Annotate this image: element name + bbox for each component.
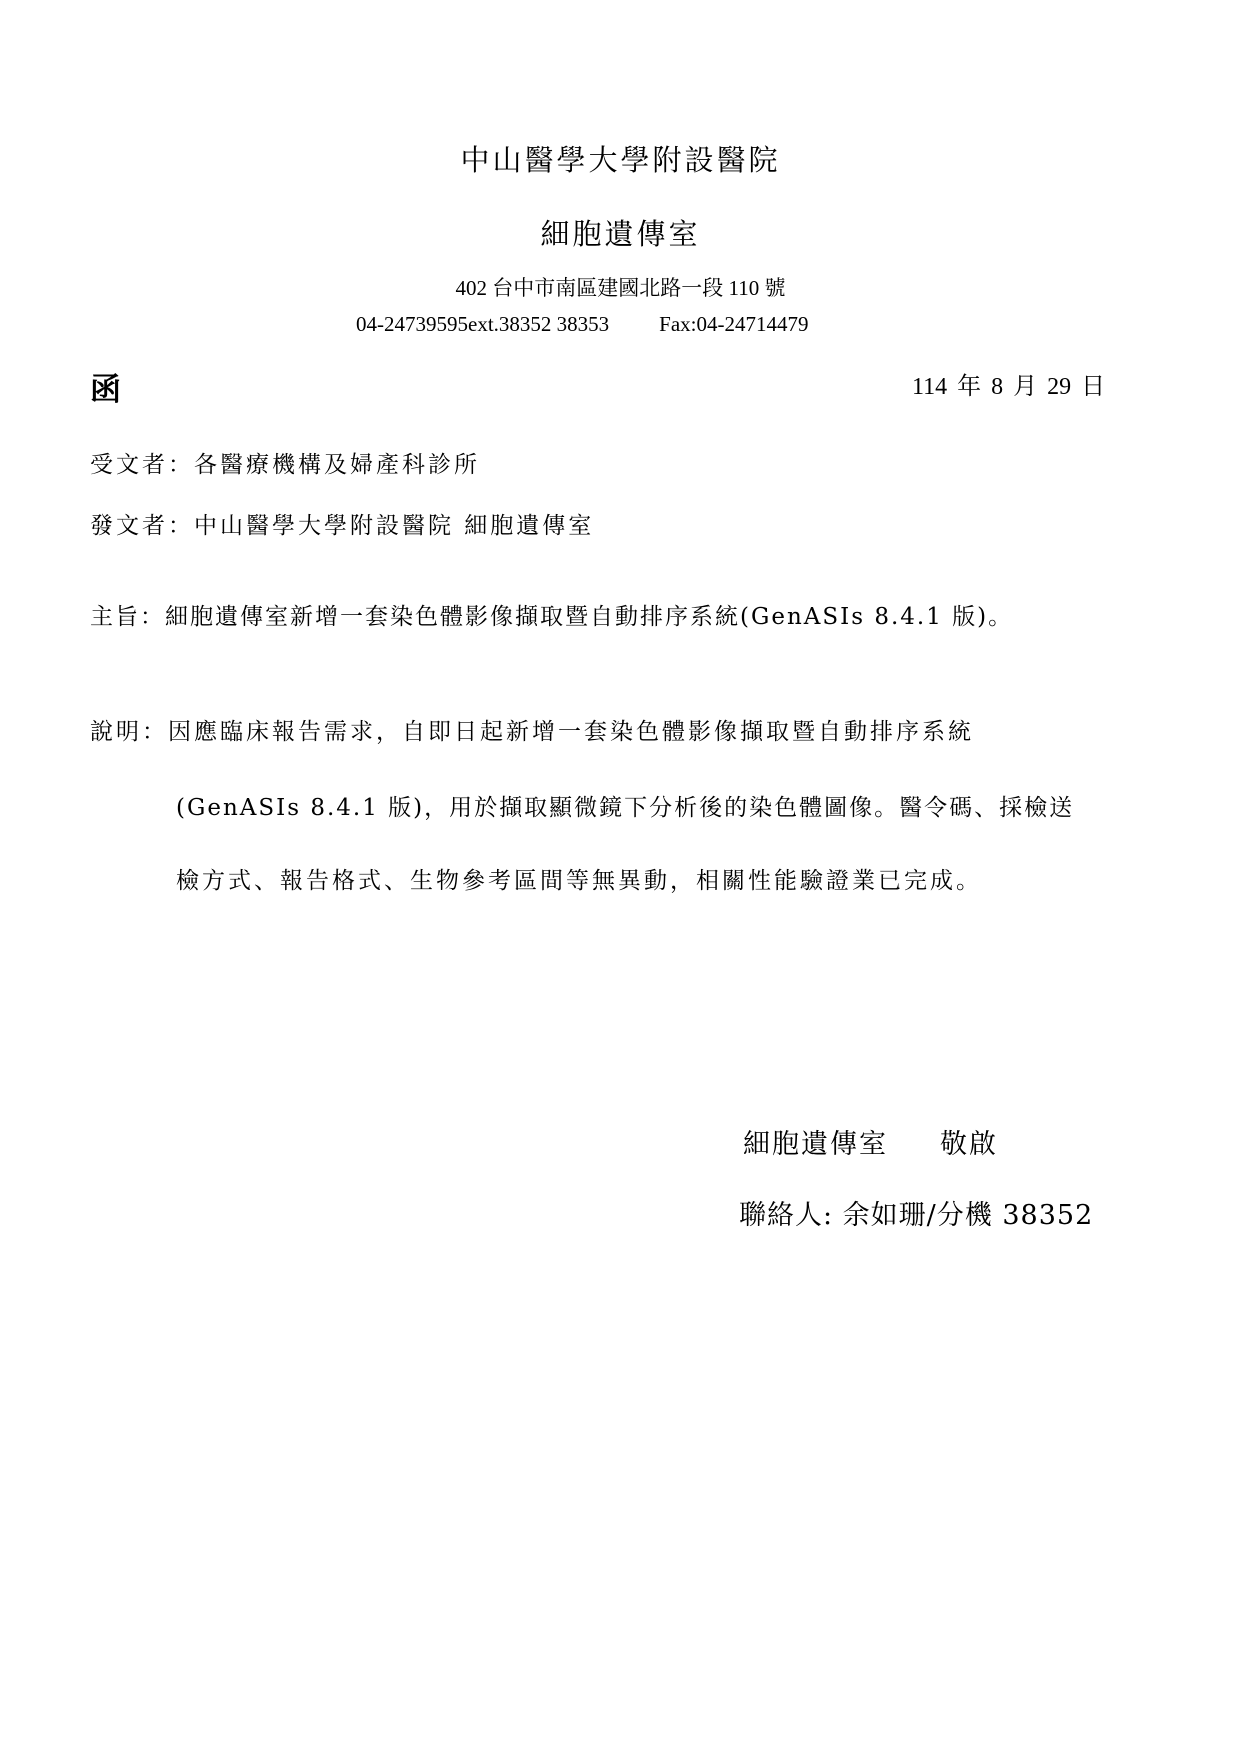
document-date: 114 年 8 月 29 日 — [912, 374, 1106, 400]
address: 402 台中市南區建國北路一段 110 號 — [455, 276, 786, 300]
fax-number: Fax:04-24714479 — [659, 312, 809, 336]
signature-unit: 細胞遺傳室 — [743, 1129, 888, 1160]
organization-name: 中山醫學大學附設醫院 — [460, 143, 781, 177]
contact-person: 聯絡人: 余如珊/分機 38352 — [739, 1200, 1094, 1231]
signature-closing: 敬啟 — [940, 1129, 998, 1160]
department-name: 細胞遺傳室 — [540, 217, 701, 251]
subject-line: 主旨：細胞遺傳室新增一套染色體影像擷取暨自動排序系統(GenASIs 8.4.1 版)。 — [90, 604, 1014, 630]
signature-block — [743, 1122, 998, 1161]
document-type: 函 — [90, 372, 121, 408]
explanation-line: (GenASIs 8.4.1 版)，用於擷取顯微鏡下分析後的染色體圖像。醫令碼、採檢送 — [176, 795, 1075, 821]
recipient-line: 受文者：各醫療機構及婦產科診所 — [90, 452, 480, 478]
phone-number: 04-24739595ext.38352 38353 — [356, 312, 610, 336]
contact-line — [356, 312, 808, 337]
explanation-line: 說明：因應臨床報告需求，自即日起新增一套染色體影像擷取暨自動排序系統 — [90, 719, 974, 745]
sender-line: 發文者：中山醫學大學附設醫院 細胞遺傳室 — [90, 513, 595, 539]
explanation-line: 檢方式、報告格式、生物參考區間等無異動，相關性能驗證業已完成。 — [176, 868, 982, 894]
